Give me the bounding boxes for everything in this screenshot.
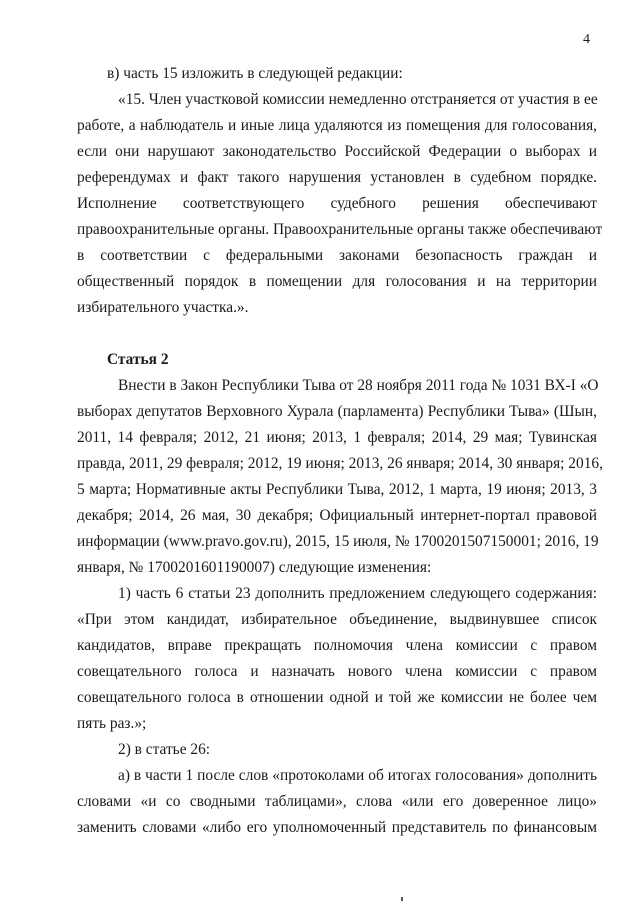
text-line: правда, 2011, 29 февраля; 2012, 19 июня; 2013, 26 января; 2014, 30 января; 2016, (77, 455, 603, 472)
text-line: кандидатов, вправе прекращать полномочия члена комиссии с правом (77, 637, 597, 654)
text-line: 1) часть 6 статьи 23 дополнить предложением следующего содержания: (118, 585, 597, 602)
text-line: в) часть 15 изложить в следующей редакции: (107, 65, 403, 82)
text-line: в соответствии с федеральными законами безопасность граждан и (77, 247, 597, 264)
text-line: информации (www.pravo.gov.ru), 2015, 15 июля, № 1700201507150001; 2016, 19 (77, 533, 599, 550)
text-line: 2) в статье 26: (118, 741, 211, 758)
text-line: января, № 1700201601190007) следующие изменения: (77, 559, 432, 576)
text-line: выборах депутатов Верховного Хурала (парламента) Республики Тыва» (Шын, (77, 403, 597, 420)
text-line: декабря; 2014, 26 мая, 30 декабря; Официальный интернет-портал правовой (77, 507, 597, 524)
text-line: общественный порядок в помещении для голосования и на территории (77, 273, 597, 290)
text-line: Исполнение соответствующего судебного решения обеспечивают (77, 195, 597, 212)
text-line: «При этом кандидат, избирательное объединение, выдвинувшее список (77, 611, 597, 628)
text-line: пять раз.»; (77, 715, 147, 732)
text-line: совещательного голоса в отношении одной и той же комиссии не более чем (77, 689, 597, 706)
page-number: 4 (583, 32, 590, 47)
article-heading: Статья 2 (107, 351, 169, 368)
text-line: совещательного голоса и назначать нового члена комиссии с правом (77, 663, 597, 680)
text-line: 5 марта; Нормативные акты Республики Тыва, 2012, 1 марта, 19 июня; 2013, 3 (77, 481, 597, 498)
text-line: если они нарушают законодательство Российской Федерации о выборах и (77, 143, 597, 160)
text-line: правоохранительные органы. Правоохранительные органы также обеспечивают (77, 221, 603, 238)
text-line: заменить словами «либо его уполномоченный представитель по финансовым (77, 819, 597, 836)
text-line: референдумах и факт такого нарушения установлен в судебном порядке. (77, 169, 597, 186)
text-line: словами «и со сводными таблицами», слова «или его доверенное лицо» (77, 793, 597, 810)
text-line: избирательного участка.». (77, 299, 249, 316)
text-line: 2011, 14 февраля; 2012, 21 июня; 2013, 1 февраля; 2014, 29 мая; Тувинская (77, 429, 597, 446)
scan-mark (401, 897, 403, 901)
text-line: «15. Член участковой комиссии немедленно отстраняется от участия в ее (118, 91, 598, 108)
text-line: Внести в Закон Республики Тыва от 28 ноября 2011 года № 1031 ВХ-I «О (118, 377, 599, 394)
text-line: а) в части 1 после слов «протоколами об итогах голосования» дополнить (118, 767, 597, 784)
text-line: работе, а наблюдатель и иные лица удаляются из помещения для голосования, (77, 117, 597, 134)
